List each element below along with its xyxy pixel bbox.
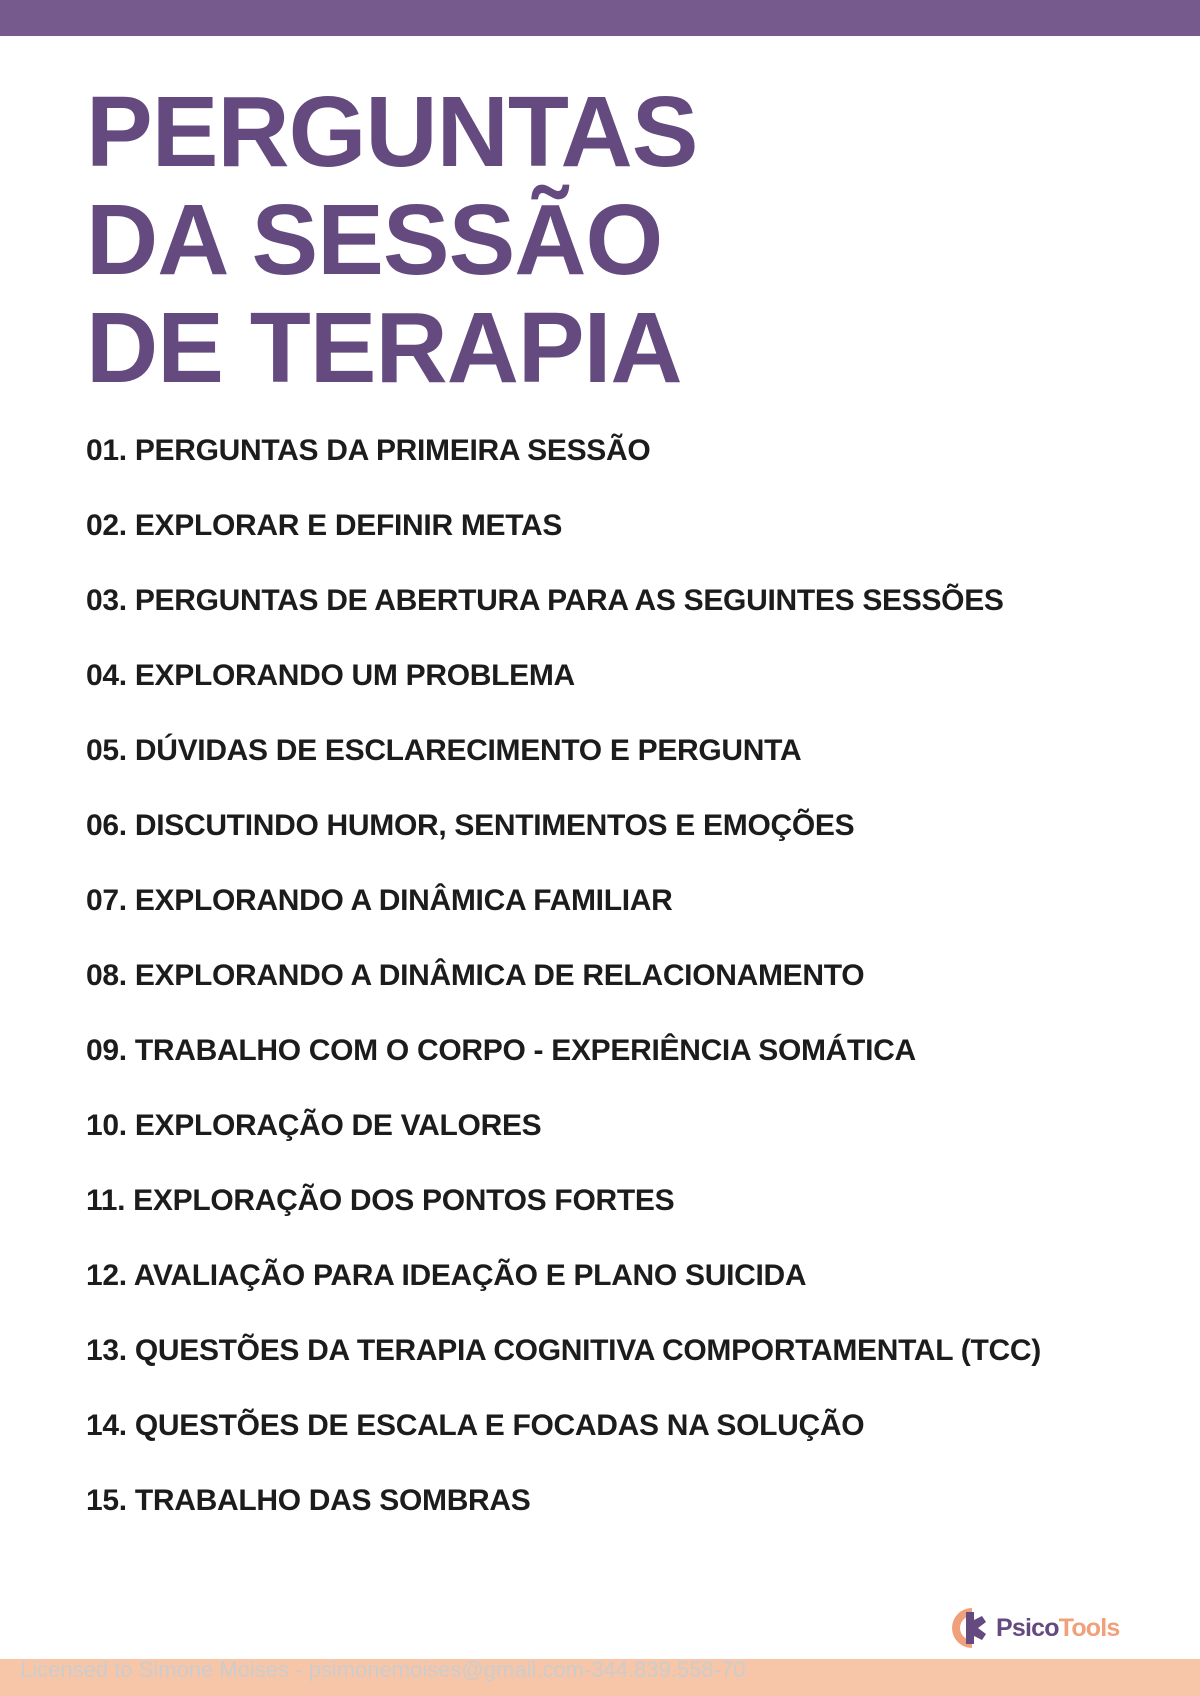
toc-item-04: 04. EXPLORANDO UM PROBLEMA bbox=[86, 659, 575, 692]
logo-wordmark bbox=[996, 1614, 1120, 1643]
psicotools-logo bbox=[952, 1606, 1120, 1650]
logo-wordmark-tools: Tools bbox=[1058, 1613, 1120, 1642]
toc-item-10: 10. EXPLORAÇÃO DE VALORES bbox=[86, 1109, 542, 1142]
toc-item-12: 12. AVALIAÇÃO PARA IDEAÇÃO E PLANO SUICIDA bbox=[86, 1259, 807, 1292]
psicotools-logo-icon bbox=[952, 1606, 992, 1650]
toc-item-09: 09. TRABALHO COM O CORPO - EXPERIÊNCIA SOMÁTICA bbox=[86, 1034, 916, 1067]
logo-wordmark-psico: Psico bbox=[996, 1613, 1059, 1642]
page-title bbox=[86, 78, 697, 402]
toc-item-02: 02. EXPLORAR E DEFINIR METAS bbox=[86, 509, 563, 542]
toc-item-13: 13. QUESTÕES DA TERAPIA COGNITIVA COMPORTAMENTAL (TCC) bbox=[86, 1334, 1041, 1367]
toc-item-01: 01. PERGUNTAS DA PRIMEIRA SESSÃO bbox=[86, 434, 651, 467]
toc-item-14: 14. QUESTÕES DE ESCALA E FOCADAS NA SOLUÇÃO bbox=[86, 1409, 865, 1442]
page-title-line-2: DA SESSÃO bbox=[86, 184, 663, 296]
toc-item-05: 05. DÚVIDAS DE ESCLARECIMENTO E PERGUNTA bbox=[86, 734, 802, 767]
toc-item-07: 07. EXPLORANDO A DINÂMICA FAMILIAR bbox=[86, 884, 673, 917]
license-watermark: Licensed to Simone Moises - psimonemoises@gmail.com-344.839.558-70 bbox=[20, 1657, 746, 1682]
toc-item-11: 11. EXPLORAÇÃO DOS PONTOS FORTES bbox=[86, 1184, 675, 1217]
page-title-line-3: DE TERAPIA bbox=[86, 292, 682, 404]
toc-item-03: 03. PERGUNTAS DE ABERTURA PARA AS SEGUINTES SESSÕES bbox=[86, 584, 1004, 617]
top-accent-bar bbox=[0, 0, 1200, 36]
page-title-line-1: PERGUNTAS bbox=[86, 76, 698, 188]
toc-item-08: 08. EXPLORANDO A DINÂMICA DE RELACIONAMENTO bbox=[86, 959, 865, 992]
toc-item-15: 15. TRABALHO DAS SOMBRAS bbox=[86, 1484, 531, 1517]
table-of-contents bbox=[86, 430, 1126, 1555]
toc-item-06: 06. DISCUTINDO HUMOR, SENTIMENTOS E EMOÇÕES bbox=[86, 809, 855, 842]
